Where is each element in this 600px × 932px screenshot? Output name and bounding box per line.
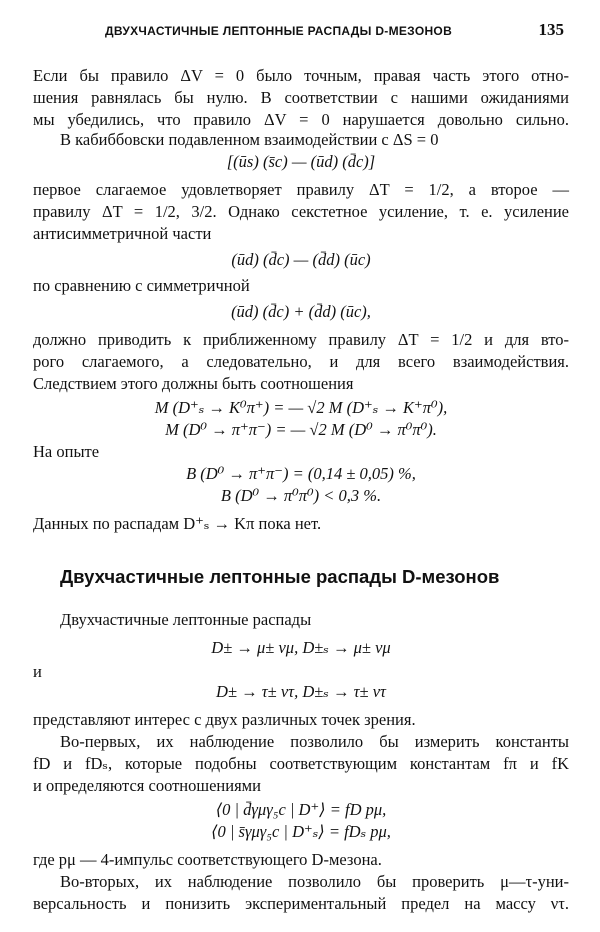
equation: ⟨0 | d̄γμγ₅c | D⁺⟩ = fD pμ, (215, 800, 387, 819)
text-line: fD и fDₛ, которые подобны соответствующим константам fπ и fK (33, 754, 569, 773)
text-line: версальность и понизить экспериментальный предел на массу ντ. (33, 894, 569, 913)
text-line: Если бы правило ΔV = 0 было точным, правая часть этого отно- (33, 66, 569, 85)
text-line: Во-первых, их наблюдение позволило бы измерить константы (60, 732, 569, 751)
equation: (ūd) (d̄c) + (d̄d) (ūc), (231, 302, 371, 321)
text-line: Данных по распадам D⁺ₛ → Kπ пока нет. (33, 514, 322, 533)
text-line: шения равнялась бы нулю. В соответствии с нашими ожиданиями (33, 88, 569, 107)
text-line: В кабиббовски подавленном взаимодействии с ΔS = 0 (60, 130, 439, 149)
equation: D± → τ± ντ, D±ₛ → τ± ντ (216, 682, 386, 701)
text-line: мы убедились, что правило ΔV = 0 нарушается довольно сильно. (33, 110, 569, 129)
text-line: и (33, 662, 42, 681)
text-line: рого слагаемого, а следовательно, и для всего взаимодействия. (33, 352, 569, 371)
text-line: должно приводить к приближенному правилу ΔT = 1/2 и для вто- (33, 330, 569, 349)
text-line: Во-вторых, их наблюдение позволило бы проверить μ—τ-уни- (60, 872, 569, 891)
running-header: ДВУХЧАСТИЧНЫЕ ЛЕПТОННЫЕ РАСПАДЫ D-МЕЗОНОВ (105, 24, 453, 38)
text-line: На опыте (33, 442, 100, 461)
text-line: по сравнению с симметричной (33, 276, 250, 295)
equation: B (D⁰ → π⁺π⁻) = (0,14 ± 0,05) %, (186, 464, 416, 483)
text-line: первое слагаемое удовлетворяет правилу ΔT = 1/2, а второе — (33, 180, 569, 199)
text-line: Двухчастичные лептонные распады (60, 610, 312, 629)
equation: ⟨0 | s̄γμγ₅c | D⁺ₛ⟩ = fDₛ pμ, (211, 822, 391, 841)
text-line: и определяются соотношениями (33, 776, 261, 795)
section-heading: Двухчастичные лептонные распады D-мезонов (60, 566, 500, 587)
equation: [(ūs) (s̄c) — (ūd) (d̄c)] (226, 152, 376, 171)
equation: M (D⁰ → π⁺π⁻) = — √2 M (D⁰ → π⁰π⁰). (165, 420, 437, 439)
equation: D± → μ± νμ, D±ₛ → μ± νμ (211, 638, 391, 657)
page-number: 135 (538, 20, 564, 39)
text-line: где pμ — 4-импульс соответствующего D-мезона. (33, 850, 382, 869)
text-line: антисимметричной части (33, 224, 212, 243)
equation: B (D⁰ → π⁰π⁰) < 0,3 %. (220, 486, 382, 505)
equation: M (D⁺ₛ → K⁰π⁺) = — √2 M (D⁺ₛ → K⁺π⁰), (154, 398, 448, 417)
equation: (ūd) (d̄c) — (d̄d) (ūc) (231, 250, 371, 269)
text-line: представляют интерес с двух различных точек зрения. (33, 710, 416, 729)
text-line: правилу ΔT = 1/2, 3/2. Однако секстетное усиление, т. е. усиление (33, 202, 569, 221)
text-line: Следствием этого должны быть соотношения (33, 374, 354, 393)
